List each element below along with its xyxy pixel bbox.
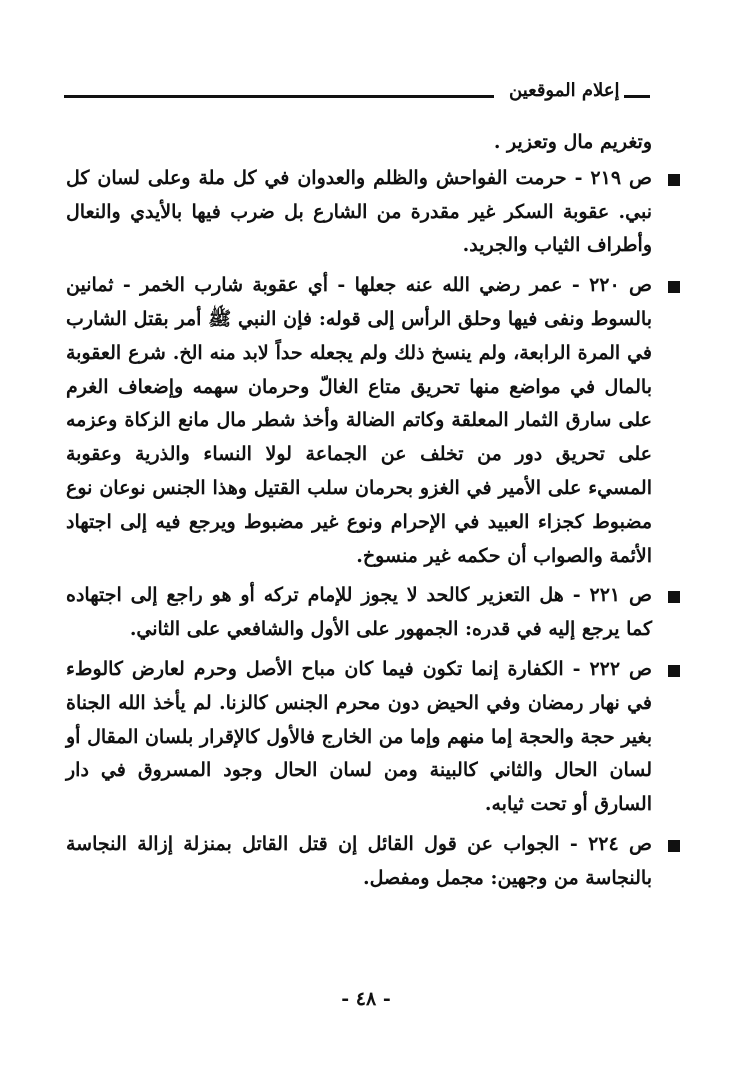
header-title: إعلام الموقعين	[509, 80, 620, 101]
running-header	[64, 80, 648, 102]
page-number: - ٤٨ -	[341, 988, 391, 1010]
entry-219	[66, 162, 652, 263]
entry-220	[66, 269, 652, 573]
square-bullet-icon	[668, 281, 680, 293]
entry-text: ص ٢٢١ - هل التعزير كالحد لا يجوز للإمام تركه أو هو راجع إلى اجتهاده كما يرجع إليه في قدره: الجمهور على الأول والشافعي على الثاني.	[66, 584, 652, 641]
entry-221	[66, 579, 652, 647]
entry-224	[66, 828, 652, 896]
entry-text: ص ٢٢٤ - الجواب عن قول القائل إن قتل القاتل بمنزلة إزالة النجاسة بالنجاسة من وجهين: مجمل ومفصل.	[66, 832, 652, 889]
square-bullet-icon	[668, 840, 680, 852]
entry-text: ص ٢٢٠ - عمر رضي الله عنه جعلها - أي عقوبة شارب الخمر - ثمانين بالسوط ونفى فيها وحلق الرأس إلى قوله: فإن النبي ﷺ أمر بقتل الشارب في المرة الرابعة، ولم ينسخ ذلك ولم يجعله حداً لابد منه الخ. شرع العقوبة بالمال في مواضع منها تحريق متاع الغالّ وحرمان سهمه وإضعاف الغرم على سارق الثمار المعلقة وكاتم الضالة وأخذ شطر مال مانع الزكاة وعزمه على تحريق دور من تخلف عن الجماعة لولا النساء والذرية وعقوبة المسيء على الأمير في الغزو بحرمان سلب القتيل وهذا الجنس نوعان نوع مضبوط كجزاء العبيد في الإحرام ونوع غير مضبوط ويرجع فيه إلى اجتهاد الأئمة والصواب أن حكمه غير منسوخ.	[66, 274, 652, 567]
continuation-text: وتغريم مال وتعزير .	[493, 131, 652, 153]
entry-222	[66, 653, 652, 822]
square-bullet-icon	[668, 591, 680, 603]
page-body	[66, 126, 652, 902]
header-rule-short	[624, 95, 650, 98]
entry-text: ص ٢١٩ - حرمت الفواحش والظلم والعدوان في كل ملة وعلى لسان كل نبي. عقوبة السكر غير مقدرة من الشارع بل ضرب فيها بالأيدي والنعال وأطراف الثياب والجريد.	[66, 166, 652, 257]
header-rule	[64, 95, 494, 98]
square-bullet-icon	[668, 665, 680, 677]
entry-text: ص ٢٢٢ - الكفارة إنما تكون فيما كان مباح الأصل وحرم لعارض كالوطء في نهار رمضان وفي الحيض دون محرم الجنس كالزنا. لم يأخذ الله الجناة بغير حجة والحجة إما منهم وإما من الخارج فالأول كالإقرار بلسان المقال أو لسان الحال والثاني كالبينة ومن لسان الحال وجود المسروق في دار السارق أو تحت ثيابه.	[66, 657, 652, 816]
square-bullet-icon	[668, 174, 680, 186]
